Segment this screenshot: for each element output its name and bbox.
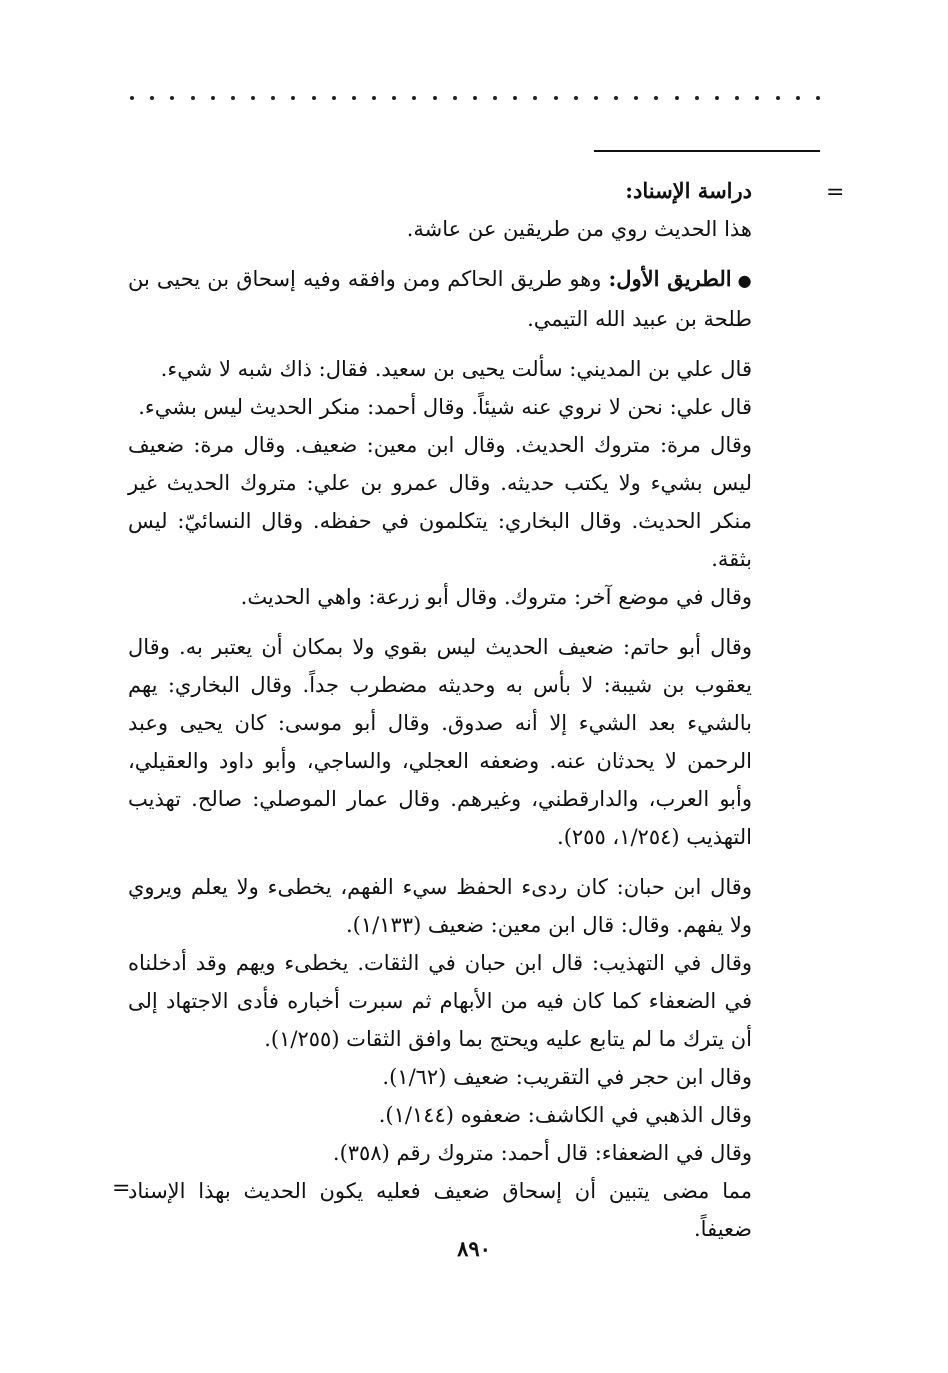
leader-dot: [372, 96, 376, 100]
paragraph-ali-madini: قال علي بن المديني: سألت يحيى بن سعيد. فقال: ذاك شبه لا شيء.: [160, 357, 752, 381]
leader-dot: [574, 96, 578, 100]
leader-dot: [796, 96, 800, 100]
leader-dot: [614, 96, 618, 100]
leader-dot: [634, 96, 638, 100]
leader-dot: [554, 96, 558, 100]
leader-dot: [654, 96, 658, 100]
leader-dot: [513, 96, 517, 100]
intro-line: هذا الحديث روي من طريقين عن عاشة.: [406, 217, 752, 241]
leader-dot: [755, 96, 759, 100]
continues-mark: =: [112, 1176, 131, 1201]
leader-dot: [493, 96, 497, 100]
paragraph-ibn-main: وقال مرة: متروك الحديث. وقال ابن معين: ضعيف. وقال مرة: ضعيف ليس بشيء ولا يكتب حديثه. وقال عمرو بن علي: متروك الحديث غير منكر الحديث. وقال البخاري: يتكلمون في حفظه. وقال النسائيّ: ليس بثقة.: [128, 433, 752, 571]
paragraph-dhahabi: وقال الذهبي في الكاشف: ضعفوه (١/١٤٤).: [378, 1103, 752, 1127]
paragraph-abu-zura: وقال في موضع آخر: متروك. وقال أبو زرعة: واهي الحديث.: [240, 585, 752, 609]
leader-dot: [594, 96, 598, 100]
leader-dot: [150, 96, 154, 100]
leader-dot: [433, 96, 437, 100]
bullet-icon: ●: [737, 271, 752, 290]
path1-paragraph: [128, 260, 752, 338]
paragraph-duafa: وقال في الضعفاء: قال أحمد: متروك رقم (٣٥٨).: [332, 1141, 752, 1165]
leader-dot: [675, 96, 679, 100]
leader-dot: [473, 96, 477, 100]
leader-dot: [251, 96, 255, 100]
paragraph-ibn-hibban: وقال ابن حبان: كان ردىء الحفظ سيء الفهم، يخطىء ولا يعلم ويروي ولا يفهم. وقال: قال ابن معين: ضعيف (١/١٣٣).: [128, 875, 752, 937]
section-heading: دراسة الإسناد:: [625, 178, 752, 203]
leader-dot: [453, 96, 457, 100]
paragraph-ahmad: قال علي: نحن لا نروي عنه شيئاً. وقال أحمد: منكر الحديث ليس بشيء.: [138, 395, 752, 419]
leader-dot: [191, 96, 195, 100]
leader-dot: [211, 96, 215, 100]
leader-dot: [170, 96, 174, 100]
leader-dot: [231, 96, 235, 100]
leader-dot: [533, 96, 537, 100]
path1-text: وهو طريق الحاكم ومن وافقه وفيه إسحاق بن يحيى بن طلحة بن عبيد الله التيمي.: [128, 267, 752, 331]
page-number: ٨٩٠: [457, 1236, 491, 1261]
leader-dot: [695, 96, 699, 100]
leader-dot: [776, 96, 780, 100]
header-dot-leader: [130, 96, 820, 100]
paragraph-tahdhib: وقال في التهذيب: قال ابن حبان في الثقات. يخطىء ويهم وقد أدخلناه في الضعفاء كما كان فيه من الأبهام ثم سبرت أخباره فأدى الاجتهاد إلى أن يترك ما لم يتابع عليه ويحتج بما وافق الثقات (١/٢٥٥).: [128, 951, 752, 1051]
leader-dot: [352, 96, 356, 100]
footnote-separator: [594, 150, 820, 152]
footnote-body: [128, 172, 752, 1248]
leader-dot: [291, 96, 295, 100]
leader-dot: [412, 96, 416, 100]
leader-dot: [271, 96, 275, 100]
paragraph-abu-hatim: وقال أبو حاتم: ضعيف الحديث ليس بقوي ولا بمكان أن يعتبر به. وقال يعقوب بن شيبة: لا بأس به وحديثه مضطرب جداً. وقال البخاري: يهم بالشيء بعد الشيء إلا أنه صدوق. وقال أبو موسى: كان يحيى وعبد الرحمن لا يحدثان عنه. وضعفه العجلي، والساجي، وأبو داود والعقيلي، وأبو العرب، والدارقطني، وغيرهم. وقال عمار الموصلي: صالح. تهذيب التهذيب (١/٢٥٤، ٢٥٥).: [128, 635, 752, 849]
leader-dot: [332, 96, 336, 100]
continuation-mark: =: [826, 180, 845, 205]
leader-dot: [816, 96, 820, 100]
leader-dot: [312, 96, 316, 100]
conclusion: مما مضى يتبين أن إسحاق ضعيف فعليه يكون الحديث بهذا الإسناد ضعيفاً.: [128, 1179, 752, 1241]
leader-dot: [735, 96, 739, 100]
leader-dot: [715, 96, 719, 100]
leader-dot: [130, 96, 134, 100]
path1-label: الطريق الأول:: [608, 266, 732, 291]
leader-dot: [392, 96, 396, 100]
paragraph-ibn-hajar: وقال ابن حجر في التقريب: ضعيف (١/٦٢).: [382, 1065, 752, 1089]
